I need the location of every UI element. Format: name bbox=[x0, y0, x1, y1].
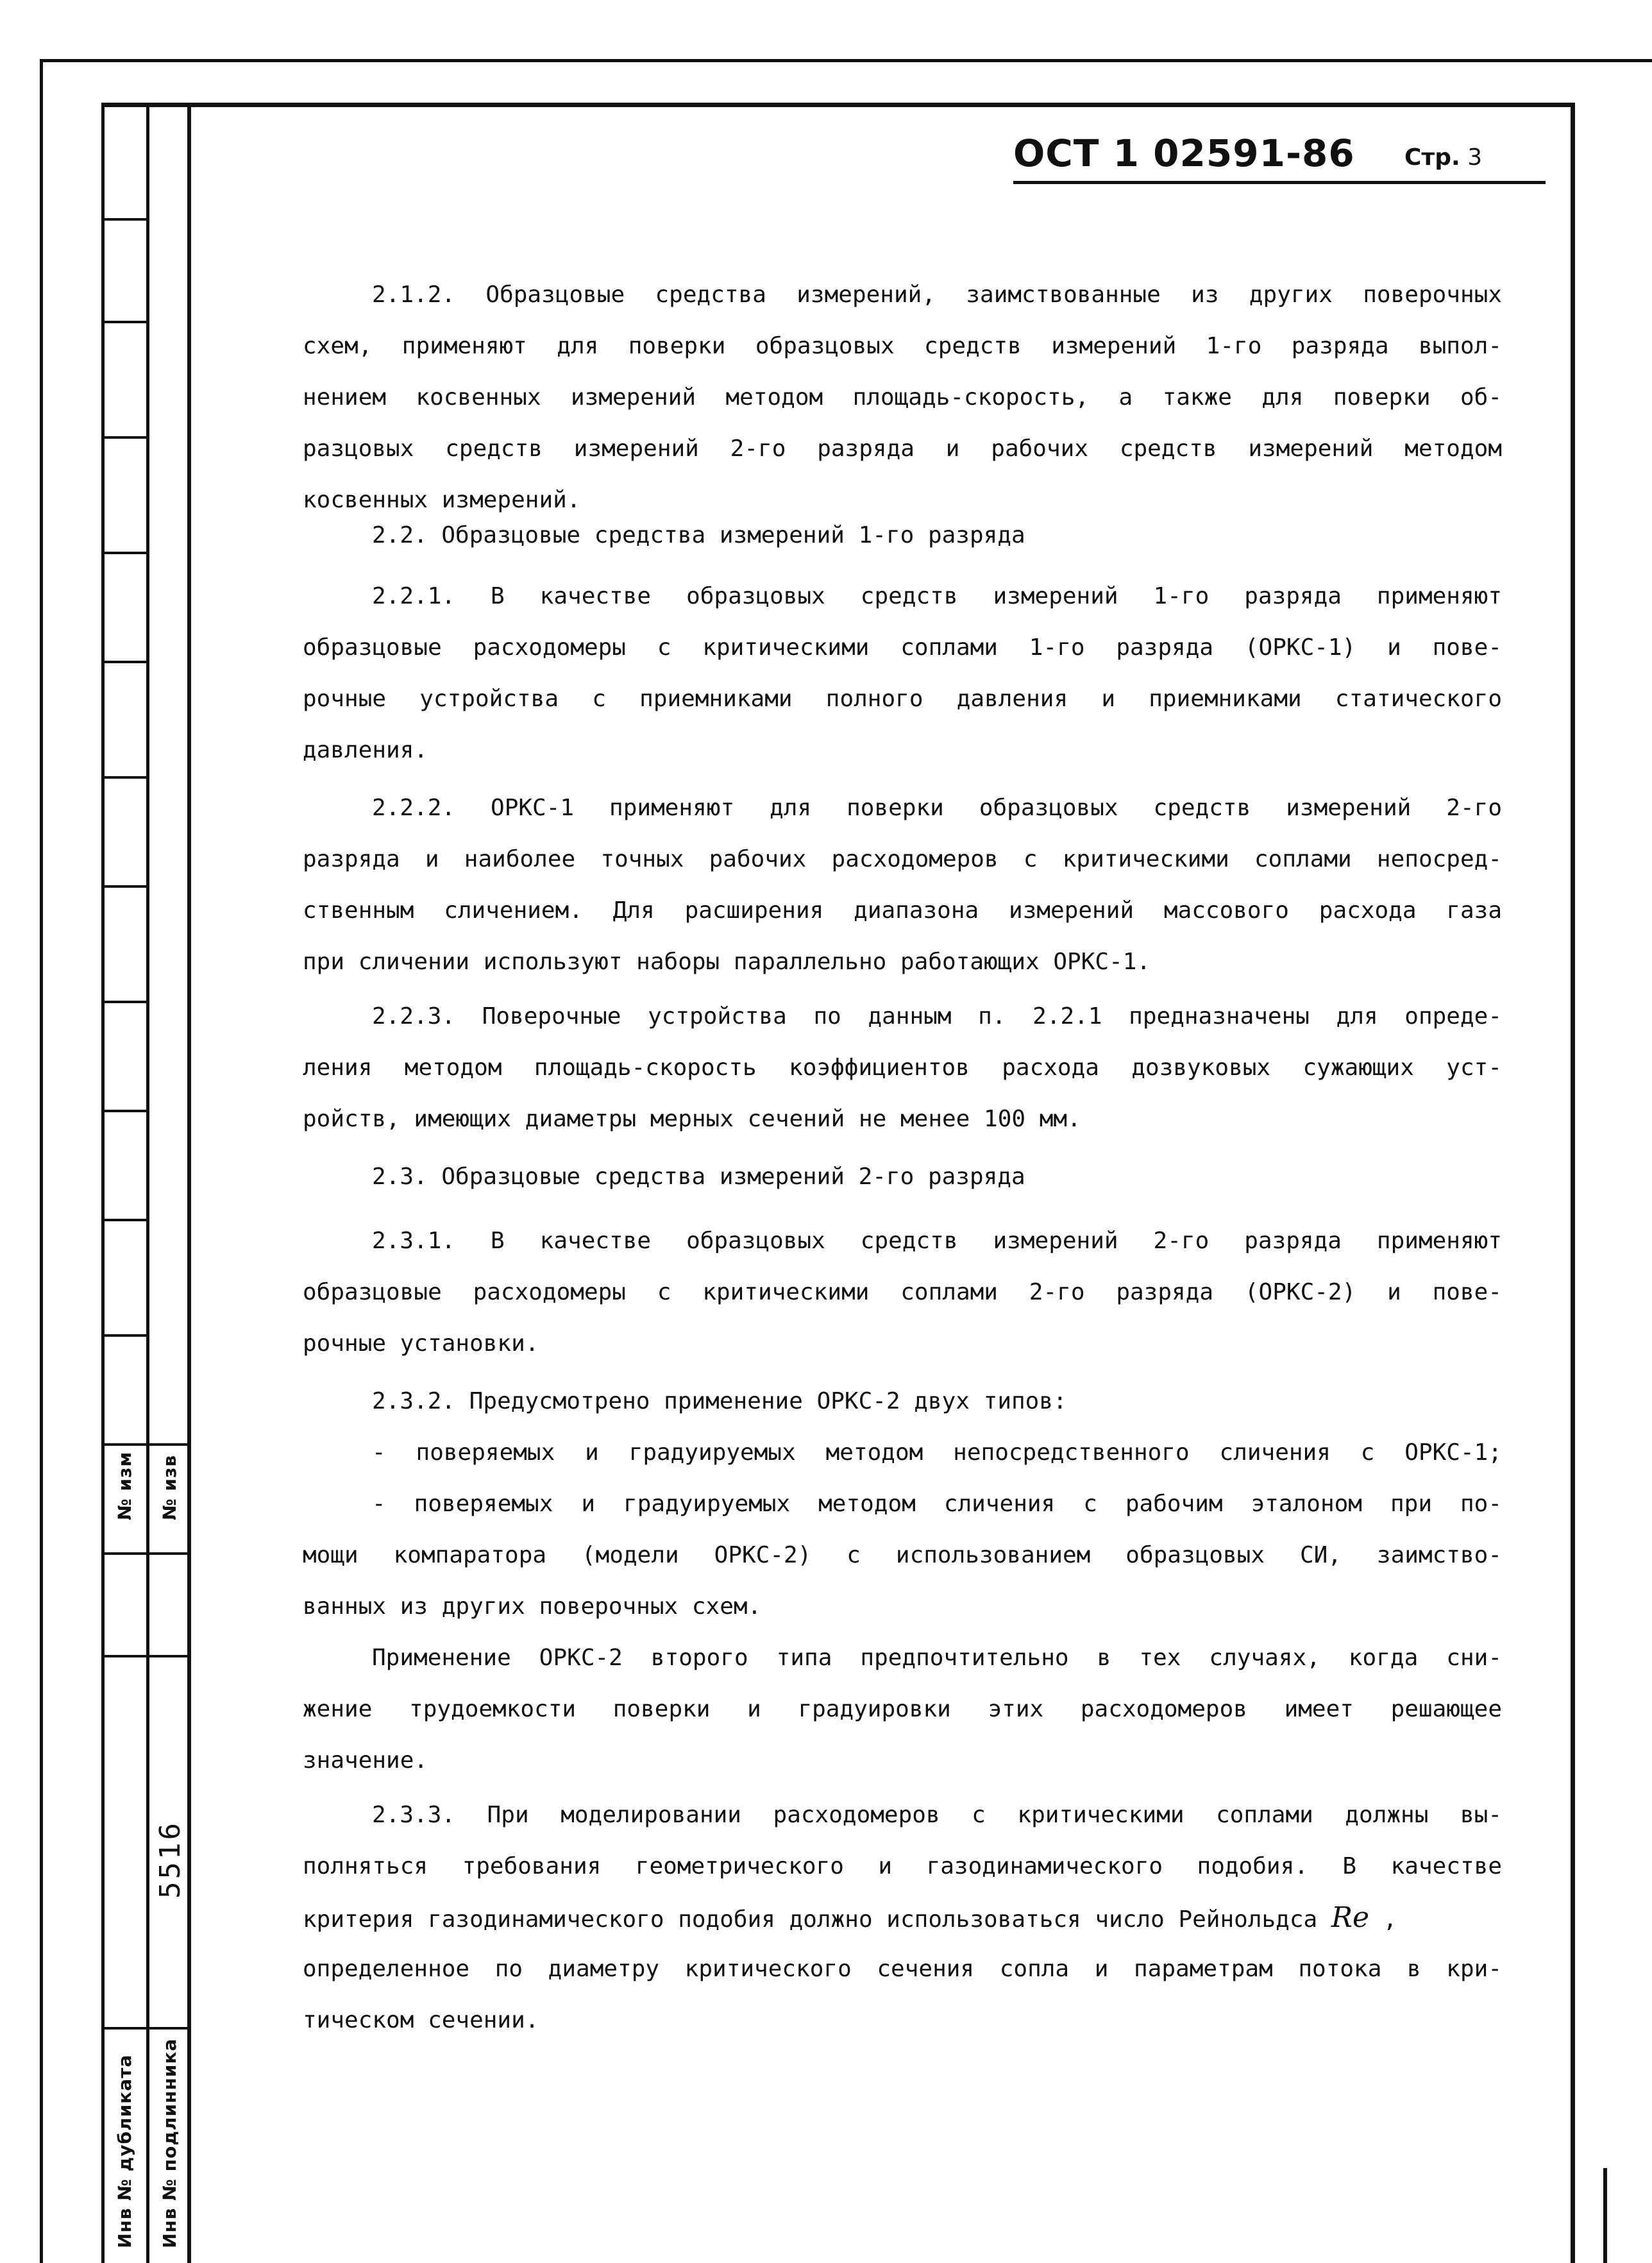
outer-border-left bbox=[40, 59, 43, 2263]
page-label: Стр. bbox=[1404, 144, 1460, 171]
duplicate-inventory-label: Инв № дубликата bbox=[114, 2054, 135, 2248]
document-number: ОСТ 1 02591-86 bbox=[1013, 131, 1355, 175]
paragraph-2-3-2-note: Применение ОРКС-2 второго типа предпочтительно в тех случаях, когда сни- жение трудоемкости поверки и градуировки этих расходомеров имеет решающее значение. bbox=[303, 1645, 1502, 1774]
page-number: 3 bbox=[1467, 144, 1483, 171]
rev-no-label: № изм bbox=[114, 1451, 135, 1520]
rev-notice-label: № изв bbox=[159, 1454, 180, 1520]
inventory-number: 5516 bbox=[154, 1820, 187, 1899]
heading-2-3: 2.3. Образцовые средства измерений 2-го разряда bbox=[372, 1164, 1025, 1190]
paragraph-2-2-3: 2.2.3. Поверочные устройства по данным п. 2.2.1 предназначены для опреде- ления методом площадь-скорость коэффициентов расхода дозвуковых сужающих уст- ройств, имеющих диаметры мерных сечений не менее 100 мм. bbox=[303, 1003, 1502, 1132]
paragraph-2-1-2: 2.1.2. Образцовые средства измерений, заимствованные из других поверочных схем, применяют для поверки образцовых средств измерений 1-го разряда выпол- нением косвенных измерений методом площадь-скорость, а также для поверки об- разцовых средств измерений 2-го разряда и рабочих средств измерений методом косвенных измерений. bbox=[303, 282, 1502, 513]
stamp-column bbox=[101, 103, 191, 2263]
frame-border-right bbox=[1571, 103, 1575, 2263]
heading-2-2: 2.2. Образцовые средства измерений 1-го разряда bbox=[372, 522, 1025, 548]
reynolds-symbol: Rе bbox=[1331, 1901, 1370, 1934]
paragraph-2-2-2: 2.2.2. ОРКС-1 применяют для поверки образцовых средств измерений 2-го разряда и наиболее точных рабочих расходомеров с критическими соплами непосред- ственным сличением. Для расширения диапазона измерений массового расхода газа при сличении используют наборы параллельно работающих ОРКС-1. bbox=[303, 795, 1502, 975]
frame-border-right-outer bbox=[1603, 2168, 1607, 2263]
paragraph-2-3-1: 2.3.1. В качестве образцовых средств измерений 2-го разряда применяют образцовые расходомеры с критическими соплами 2-го разряда (ОРКС-2) и пове- рочные установки. bbox=[303, 1228, 1502, 1357]
paragraph-2-3-2: 2.3.2. Предусмотрено применение ОРКС-2 двух типов: - поверяемых и градуируемых методом непосредственного сличения с ОРКС-1; - поверяемых и градуируемых методом сличения с рабочим эталоном при по- мощи компаратора (модели ОРКС-2) с использованием образцовых СИ, заимство- ванных из других поверочных схем. bbox=[303, 1388, 1502, 1620]
frame-border-top bbox=[101, 103, 1575, 107]
page-indicator bbox=[1404, 144, 1482, 171]
original-inventory-label: Инв № подлинника bbox=[159, 2038, 180, 2248]
paragraph-2-3-3: 2.3.3. При моделировании расходомеров с критическими соплами должны вы- полняться требования геометрического и газодинамического подобия. В качестве критерия газодинамического подобия должно использоваться число Рейнольдса Rе , определенное по диаметру критического сечения сопла и параметрам потока в кри- тическом сечении. bbox=[303, 1802, 1502, 2033]
paragraph-2-2-1: 2.2.1. В качестве образцовых средств измерений 1-го разряда применяют образцовые расходомеры с критическими соплами 1-го разряда (ОРКС-1) и пове- рочные устройства с приемниками полного давления и приемниками статического давления. bbox=[303, 583, 1502, 763]
header-underline bbox=[1013, 181, 1546, 184]
outer-border-top bbox=[40, 59, 1652, 62]
